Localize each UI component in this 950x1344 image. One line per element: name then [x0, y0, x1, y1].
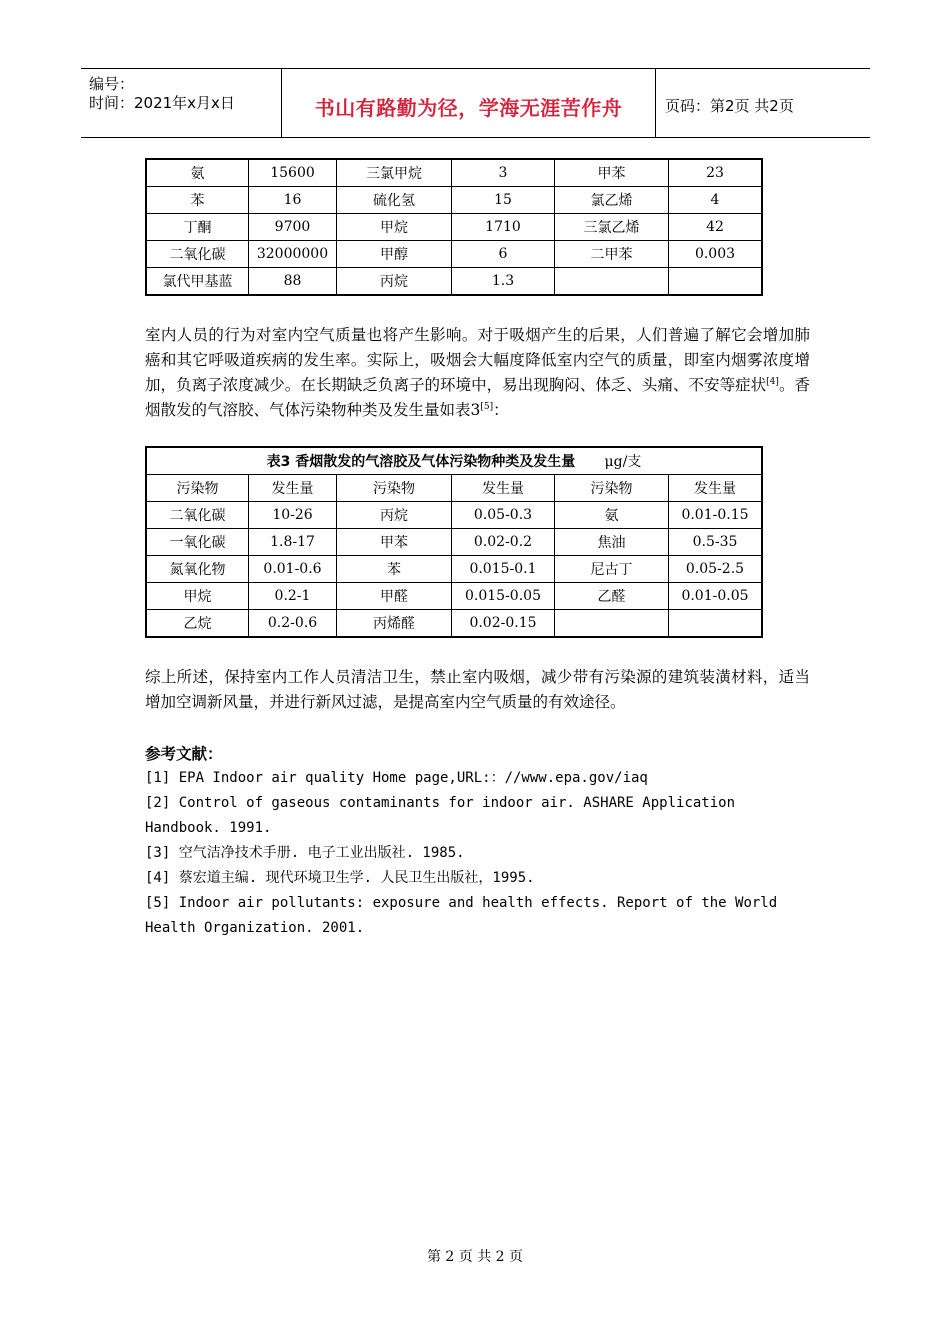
cigarette-pollutant-table: [145, 446, 763, 638]
table-cell: 甲醇: [337, 241, 452, 268]
table-cell: 硫化氢: [337, 187, 452, 214]
table-row: [146, 583, 762, 610]
header-center-cell: [282, 69, 656, 137]
table-cell: 0.2-1: [249, 583, 337, 610]
table-row: [146, 214, 762, 241]
reference-item: [5] Indoor air pollutants: exposure and health effects. Report of the World Health Organization. 2001.: [145, 895, 778, 936]
table-cell: 88: [249, 268, 337, 296]
references-list: [145, 766, 813, 941]
table-cell: 42: [669, 214, 763, 241]
table-cell: 0.01-0.05: [669, 583, 763, 610]
table-cell: 0.02-0.15: [452, 610, 555, 638]
table-cell: 二氧化碳: [146, 241, 249, 268]
table-cell: 氮氧化物: [146, 556, 249, 583]
table-cell: 0.01-0.15: [669, 502, 763, 529]
table-cell: 乙烷: [146, 610, 249, 638]
table-cell: 4: [669, 187, 763, 214]
references-heading: 参考文献：: [145, 744, 223, 763]
reference-item: [4] 蔡宏道主编. 现代环境卫生学. 人民卫生出版社，1995.: [145, 870, 535, 886]
reference-item: [2] Control of gaseous contaminants for indoor air. ASHARE Application Handbook. 1991.: [145, 795, 736, 836]
table-row: [146, 241, 762, 268]
table-row: [146, 268, 762, 296]
citation-5: [5]: [480, 401, 494, 412]
table-cell: 15600: [249, 159, 337, 187]
table-header-row: [146, 475, 762, 502]
table-cell: 3: [452, 159, 555, 187]
table-cell: 甲苯: [555, 159, 669, 187]
table-header-cell: 发生量: [669, 475, 763, 502]
document-time-label: 时间：2021年x月x日: [89, 94, 235, 112]
table-cell: 1.8-17: [249, 529, 337, 556]
table-cell: 焦油: [555, 529, 669, 556]
paragraph-smoking-text-3: ：: [493, 401, 509, 419]
table-cell: 苯: [146, 187, 249, 214]
reference-item: [1] EPA Indoor air quality Home page,URL:：//www.epa.gov/iaq: [145, 770, 648, 786]
table-cell: 1.3: [452, 268, 555, 296]
table-cell: 0.5-35: [669, 529, 763, 556]
table-cell: 0.015-0.1: [452, 556, 555, 583]
table-cell: 1710: [452, 214, 555, 241]
header-motto: 书山有路勤为径，学海无涯苦作舟: [314, 96, 623, 120]
paragraph-conclusion: 综上所述，保持室内工作人员清洁卫生，禁止室内吸烟，减少带有污染源的建筑装潢材料，适当增加空调新风量，并进行新风过滤，是提高室内空气质量的有效途径。: [145, 668, 810, 711]
table-cell: 氨: [146, 159, 249, 187]
header-right-cell: [656, 69, 870, 137]
table-cell: 氨: [555, 502, 669, 529]
table-cell: 0.05-0.3: [452, 502, 555, 529]
table-row: [146, 529, 762, 556]
table-cell: 32000000: [249, 241, 337, 268]
table-cell: [669, 268, 763, 296]
table-caption: [146, 447, 762, 475]
table-cell: 二氧化碳: [146, 502, 249, 529]
table-cell: 二甲苯: [555, 241, 669, 268]
table-caption-text: 表3 香烟散发的气溶胶及气体污染物种类及发生量: [266, 454, 576, 470]
table-header-cell: 发生量: [249, 475, 337, 502]
table-cell: 三氯甲烷: [337, 159, 452, 187]
table-cell: [669, 610, 763, 638]
table-cell: 甲醛: [337, 583, 452, 610]
page-footer: 第 2 页 共 2 页: [426, 1249, 524, 1265]
table-cell: 16: [249, 187, 337, 214]
table-header-cell: 污染物: [337, 475, 452, 502]
table-cell: 0.01-0.6: [249, 556, 337, 583]
table-cell: 三氯乙烯: [555, 214, 669, 241]
table-row: [146, 187, 762, 214]
table-cell: 甲烷: [337, 214, 452, 241]
table-cell: 10-26: [249, 502, 337, 529]
page-header: [81, 68, 870, 138]
table-cell: 23: [669, 159, 763, 187]
table-cell: 0.015-0.05: [452, 583, 555, 610]
table-caption-row: [146, 447, 762, 475]
table-header-cell: 发生量: [452, 475, 555, 502]
document-number-label: 编号：: [89, 75, 135, 93]
table-cell: 甲苯: [337, 529, 452, 556]
table-cell: 6: [452, 241, 555, 268]
gas-concentration-table-body: [146, 159, 762, 295]
citation-4: [4]: [766, 376, 779, 387]
table-cell: 一氧化碳: [146, 529, 249, 556]
table-cell: 氯代甲基蓝: [146, 268, 249, 296]
table-cell: 丙烷: [337, 502, 452, 529]
table-cell: [555, 268, 669, 296]
paragraph-smoking: [145, 323, 810, 423]
table-cell: 9700: [249, 214, 337, 241]
table-unit: μg/支: [604, 454, 642, 470]
table-cell: 15: [452, 187, 555, 214]
cigarette-pollutant-table-body: [146, 447, 762, 637]
paragraph-smoking-text: 室内人员的行为对室内空气质量也将产生影响。对于吸烟产生的后果，人们普遍了解它会增加肺癌和其它呼吸道疾病的发生率。实际上，吸烟会大幅度降低室内空气的质量，即室内烟雾浓度增加，负离子浓度减少。在长期缺乏负离子的环境中，易出现胸闷、体乏、头痛、不安等症状: [145, 326, 810, 394]
table-cell: 苯: [337, 556, 452, 583]
table-header-cell: 污染物: [555, 475, 669, 502]
table-cell: 0.003: [669, 241, 763, 268]
table-cell: 尼古丁: [555, 556, 669, 583]
table-cell: 乙醛: [555, 583, 669, 610]
table-cell: [555, 610, 669, 638]
reference-item: [3] 空气洁净技术手册. 电子工业出版社. 1985.: [145, 845, 465, 861]
table-header-cell: 污染物: [146, 475, 249, 502]
table-cell: 0.02-0.2: [452, 529, 555, 556]
table-row: [146, 502, 762, 529]
table-row: [146, 556, 762, 583]
table-row: [146, 610, 762, 638]
table-cell: 丙烯醛: [337, 610, 452, 638]
paragraph-smoking-text-2: 。香烟散发的气溶胶、气体污染物种类及发生量如表3: [145, 376, 810, 419]
table-cell: 丙烷: [337, 268, 452, 296]
header-page-info: 页码：第2页 共2页: [665, 97, 794, 115]
table-cell: 0.05-2.5: [669, 556, 763, 583]
table-cell: 0.2-0.6: [249, 610, 337, 638]
table-row: [146, 159, 762, 187]
gas-concentration-table: [145, 158, 763, 296]
header-left-cell: [81, 69, 282, 137]
table-cell: 甲烷: [146, 583, 249, 610]
table-cell: 丁酮: [146, 214, 249, 241]
table-cell: 氯乙烯: [555, 187, 669, 214]
